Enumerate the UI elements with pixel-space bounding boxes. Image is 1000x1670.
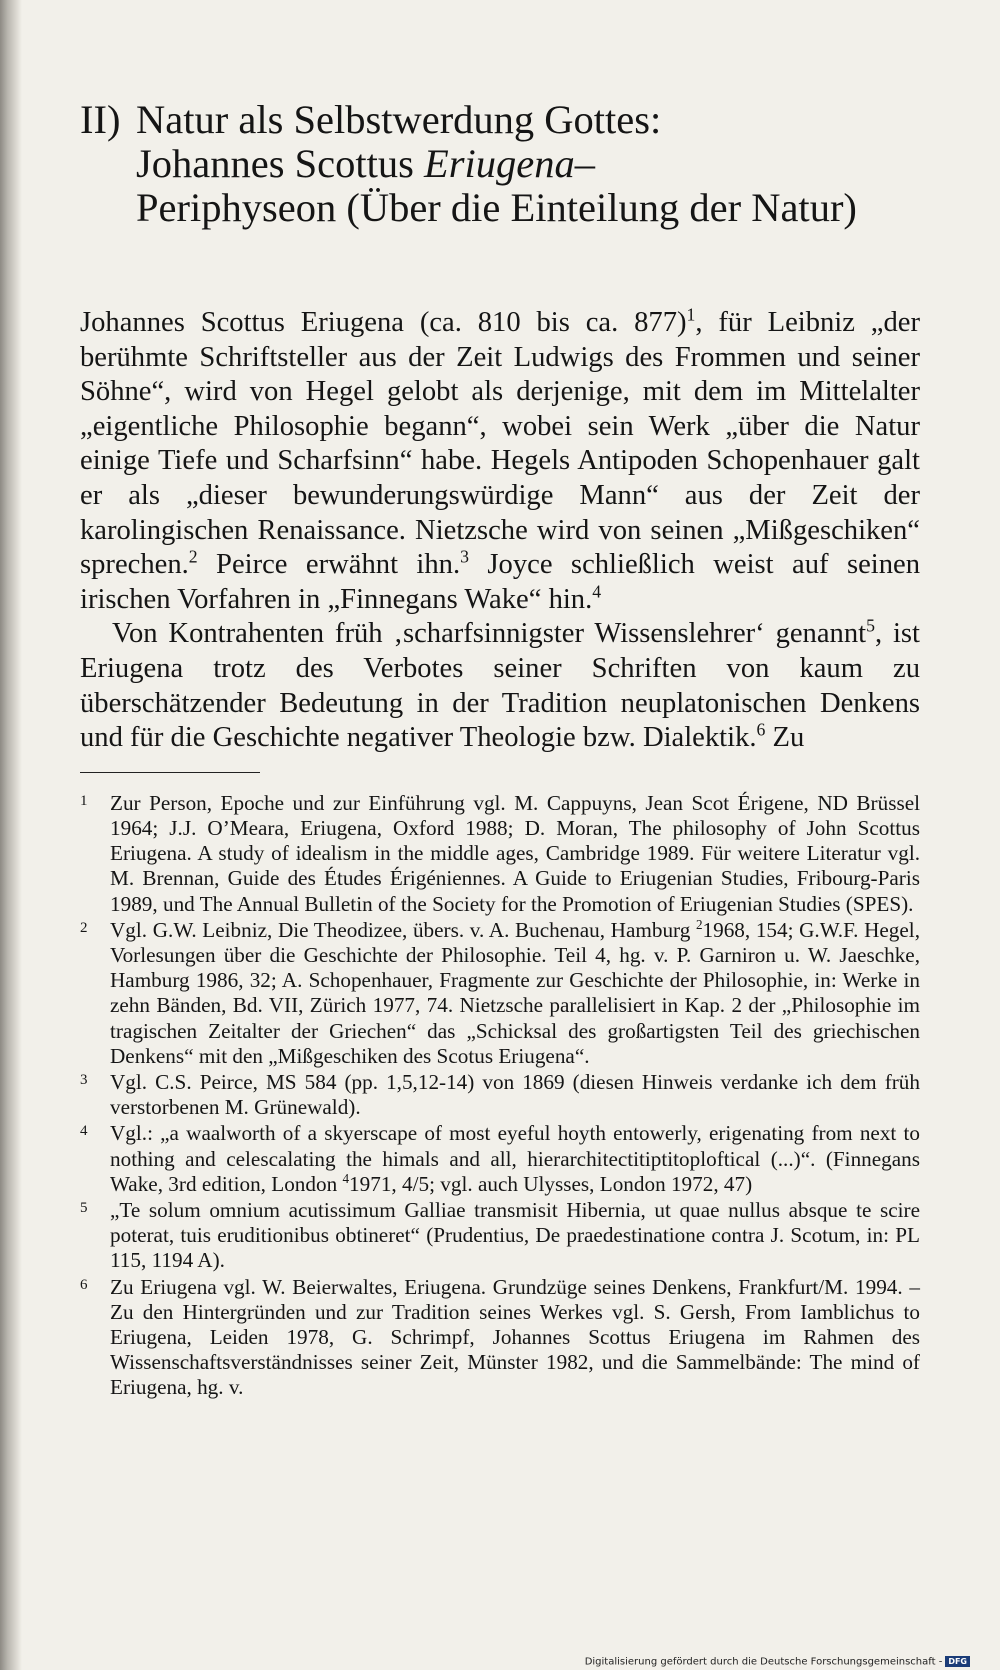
footnote-text: Zur Person, Epoche und zur Einführung vgl. M. Cappuyns, Jean Scot Érigene, ND Brüssel 1964; J.J. O’Meara, Eriugena, Oxford 1988; D. Moran, The philosophy of John Scottus Eriugena. A study of idealism in the middle ages, Cambridge 1989. Für weitere Literatur vgl. M. Brennan, Guide des Études Érigéniennes. A Guide to Eriugenian Studies, Fribourg-Paris 1989, und The Annual Bulletin of the Society for the Promotion of Eriugenian Studies (SPES). [110,790,920,916]
footnote-number: 1 [80,792,88,809]
footnote-number: 3 [80,1071,88,1088]
paragraph-1-text: Joyce schließlich weist auf seinen irischen Vorfahren in „Finnegans Wake“ hin. [80,549,920,615]
footnote-separator [80,772,260,773]
footnote-2 [80,918,920,1069]
chapter-title-author: Johannes Scottus [136,141,424,186]
footnote-ref-5[interactable]: 5 [866,615,875,636]
footnotes [80,791,920,1401]
footnote-4 [80,1121,920,1197]
digitization-credit [585,1656,970,1668]
footnote-ref-2[interactable]: 2 [188,546,198,567]
footnote-number: 4 [80,1123,88,1140]
footnote-text: 1968, 154; G.W.F. Hegel, Vorlesungen über die Geschichte der Philosophie. Teil 4, hg. v. P. Garniron u. W. Jaeschke, Hamburg 1986, 32; A. Schopenhauer, Fragmente zur Geschichte der Philosophie, in: Werke in zehn Bänden, Bd. VII, Zürich 1977, 74. Nietzsche parallelisiert in Kap. 2 der „Philosophie im tragischen Zeitalter der Griechen“ das „Schicksal des großartigsten Teil des griechischen Denkens“ mit den „Mißgeschiken des Scotus Eriugena“. [110,917,920,1068]
body-text [80,306,920,756]
paragraph-2 [80,617,920,755]
paragraph-1-text: Johannes Scottus Eriugena (ca. 810 bis ca. 877) [80,307,687,338]
chapter-title [80,98,920,230]
chapter-title-line-3: Periphyseon (Über die Einteilung der Natur) [136,185,857,230]
credit-text: Digitalisierung gefördert durch die Deutsche Forschungsgemeinschaft - [584,1656,943,1667]
footnote-number: 2 [80,919,88,936]
paragraph-1-text: , für Leibniz „der berühmte Schriftsteller aus der Zeit Ludwigs des Frommen und seiner Söhne“, wird von Hegel gelobt als derjenige, mit dem im Mittelalter „eigentliche Philosophie begann“, wobei sein Werk „über die Natur einige Tiefe und Scharfsinn“ habe. Hegels Antipoden Schopenhauer galt er als „dieser bewunderungswürdige Mann“ aus der Zeit der karolingischen Renaissance. Nietzsche wird von seinen „Mißgeschiken“ sprechen. [80,307,920,581]
paragraph-1 [80,306,920,617]
paragraph-2-text: Von Kontrahenten früh ‚scharfsinnigster Wissenslehrer‘ genannt [112,618,867,650]
footnote-ref-6[interactable]: 6 [756,719,766,740]
book-page [80,98,920,1402]
footnote-1 [80,791,920,917]
edition-superscript: 2 [695,916,703,932]
paragraph-2-text: , ist Eriugena trotz des Verbotes seiner Schriften von kaum zu überschätzender Bedeutung in der Tradition neuplatonischen Denkens und für die Geschichte negativer Theologie bzw. Dialektik. [80,618,920,754]
footnote-text: Vgl. C.S. Peirce, MS 584 (pp. 1,5,12-14) von 1869 (diesen Hinweis verdanke ich dem früh verstorbenen M. Grünewald). [110,1069,920,1120]
chapter-number: II) [80,97,121,142]
paragraph-2-text: Zu [765,722,805,754]
footnote-6 [80,1275,920,1401]
footnote-number: 5 [80,1199,88,1216]
dfg-logo: DFG [945,1656,970,1667]
binding-shadow [0,0,22,1670]
chapter-title-line-1: Natur als Selbstwerdung Gottes: [136,97,662,142]
footnote-ref-1[interactable]: 1 [686,304,696,325]
footnote-5 [80,1198,920,1274]
footnote-text: Vgl. G.W. Leibniz, Die Theodizee, übers. v. A. Buchenau, Hamburg [110,917,696,942]
footnote-ref-4[interactable]: 4 [592,581,602,602]
footnote-ref-3[interactable]: 3 [460,546,469,567]
footnote-text: 1971, 4/5; vgl. auch Ulysses, London 1972, 47) [349,1171,753,1196]
chapter-title-line-2 [136,142,920,186]
footnote-3 [80,1070,920,1120]
footnote-text: Vgl.: „a waalworth of a skyerscape of most eyeful hoyth entowerly, erigenating from next to nothing and celescalating the himals and all, hierarchitectitiptitoploftical (...)“. (Finnegans Wake, 3rd edition, London [110,1121,920,1196]
footnote-text: „Te solum omnium acutissimum Galliae transmisit Hibernia, ut quae nullus absque te scire poterat, tuis eruditionibus obtineret“ (Prudentius, De praedestinatione contra J. Scotum, in: PL 115, 1194 A). [110,1197,920,1273]
footnote-number: 6 [80,1276,88,1293]
edition-superscript: 4 [342,1170,350,1186]
chapter-title-author-italic: Eriugena– [424,141,595,186]
paragraph-1-text: Peirce erwähnt ihn. [197,549,461,581]
footnote-text: Zu Eriugena vgl. W. Beierwaltes, Eriugena. Grundzüge seines Denkens, Frankfurt/M. 1994. – Zu den Hintergründen und zur Tradition seines Werkes vgl. S. Gersh, From Iamblichus to Eriugena, Leiden 1978, G. Schrimpf, Johannes Scottus Eriugena im Rahmen des Wissenschaftsverständnisses seiner Zeit, Münster 1982, und die Sammelbände: The mind of Eriugena, hg. v. [110,1274,920,1400]
